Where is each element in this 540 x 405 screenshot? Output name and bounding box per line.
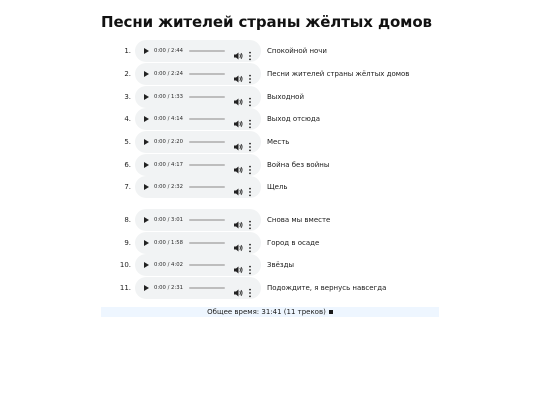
progress-slider[interactable] bbox=[189, 287, 225, 289]
volume-icon[interactable] bbox=[233, 92, 243, 102]
more-vertical-icon[interactable] bbox=[248, 137, 252, 147]
track-title: Снова мы вместе bbox=[267, 216, 331, 224]
more-vertical-icon[interactable] bbox=[248, 92, 252, 102]
track-row bbox=[101, 209, 439, 231]
track-number: 1. bbox=[124, 47, 131, 55]
track-row bbox=[101, 176, 439, 198]
play-icon[interactable] bbox=[144, 285, 149, 291]
audio-player[interactable] bbox=[135, 63, 261, 85]
progress-slider[interactable] bbox=[189, 186, 225, 188]
play-icon[interactable] bbox=[144, 71, 149, 77]
audio-player[interactable] bbox=[135, 254, 261, 276]
track-title: Песни жителей страны жёлтых домов bbox=[267, 70, 410, 78]
play-icon[interactable] bbox=[144, 116, 149, 122]
track-row bbox=[101, 254, 439, 276]
time-display: 0:00 / 1:33 bbox=[154, 94, 183, 100]
track-number: 7. bbox=[124, 183, 131, 191]
stop-icon[interactable] bbox=[329, 310, 333, 314]
volume-icon[interactable] bbox=[233, 160, 243, 170]
progress-slider[interactable] bbox=[189, 96, 225, 98]
progress-slider[interactable] bbox=[189, 73, 225, 75]
play-icon[interactable] bbox=[144, 262, 149, 268]
play-icon[interactable] bbox=[144, 139, 149, 145]
track-row bbox=[101, 86, 439, 108]
track-title: Спокойной ночи bbox=[267, 47, 327, 55]
more-vertical-icon[interactable] bbox=[248, 215, 252, 225]
track-number: 11. bbox=[119, 284, 131, 292]
track-row bbox=[101, 131, 439, 153]
progress-slider[interactable] bbox=[189, 242, 225, 244]
audio-player[interactable] bbox=[135, 40, 261, 62]
audio-player[interactable] bbox=[135, 209, 261, 231]
volume-icon[interactable] bbox=[233, 46, 243, 56]
volume-icon[interactable] bbox=[233, 283, 243, 293]
track-title: Подождите, я вернусь навсегда bbox=[267, 284, 387, 292]
play-icon[interactable] bbox=[144, 240, 149, 246]
time-display: 0:00 / 2:31 bbox=[154, 285, 183, 291]
audio-player[interactable] bbox=[135, 277, 261, 299]
more-vertical-icon[interactable] bbox=[248, 238, 252, 248]
volume-icon[interactable] bbox=[233, 114, 243, 124]
more-vertical-icon[interactable] bbox=[248, 182, 252, 192]
volume-icon[interactable] bbox=[233, 69, 243, 79]
time-display: 0:00 / 3:01 bbox=[154, 217, 183, 223]
more-vertical-icon[interactable] bbox=[248, 46, 252, 56]
track-number: 5. bbox=[124, 138, 131, 146]
more-vertical-icon[interactable] bbox=[248, 160, 252, 170]
track-number: 4. bbox=[124, 115, 131, 123]
track-row bbox=[101, 154, 439, 176]
total-time-label: Общее время: 31:41 (11 треков) bbox=[207, 308, 326, 316]
audio-player[interactable] bbox=[135, 154, 261, 176]
time-display: 0:00 / 2:20 bbox=[154, 139, 183, 145]
time-display: 0:00 / 2:32 bbox=[154, 184, 183, 190]
more-vertical-icon[interactable] bbox=[248, 114, 252, 124]
time-display: 0:00 / 2:44 bbox=[154, 48, 183, 54]
volume-icon[interactable] bbox=[233, 238, 243, 248]
play-icon[interactable] bbox=[144, 48, 149, 54]
time-display: 0:00 / 4:14 bbox=[154, 116, 183, 122]
track-number: 9. bbox=[124, 239, 131, 247]
track-number: 6. bbox=[124, 161, 131, 169]
play-icon[interactable] bbox=[144, 162, 149, 168]
track-title: Война без войны bbox=[267, 161, 330, 169]
audio-player[interactable] bbox=[135, 176, 261, 198]
progress-slider[interactable] bbox=[189, 264, 225, 266]
track-row bbox=[101, 277, 439, 299]
track-title: Звёзды bbox=[267, 261, 295, 269]
play-icon[interactable] bbox=[144, 184, 149, 190]
audio-player[interactable] bbox=[135, 86, 261, 108]
total-time-bar bbox=[101, 307, 439, 317]
play-icon[interactable] bbox=[144, 94, 149, 100]
progress-slider[interactable] bbox=[189, 164, 225, 166]
track-title: Город в осаде bbox=[267, 239, 320, 247]
time-display: 0:00 / 4:17 bbox=[154, 162, 183, 168]
track-title: Щель bbox=[267, 183, 288, 191]
more-vertical-icon[interactable] bbox=[248, 283, 252, 293]
more-vertical-icon[interactable] bbox=[248, 260, 252, 270]
track-number: 8. bbox=[124, 216, 131, 224]
track-title: Выходной bbox=[267, 93, 305, 101]
track-row bbox=[101, 232, 439, 254]
page-title: Песни жителей страны жёлтых домов bbox=[101, 13, 432, 31]
track-number: 10. bbox=[119, 261, 131, 269]
volume-icon[interactable] bbox=[233, 215, 243, 225]
track-title: Месть bbox=[267, 138, 290, 146]
volume-icon[interactable] bbox=[233, 137, 243, 147]
track-number: 2. bbox=[124, 70, 131, 78]
audio-player[interactable] bbox=[135, 108, 261, 130]
audio-player[interactable] bbox=[135, 232, 261, 254]
volume-icon[interactable] bbox=[233, 182, 243, 192]
track-title: Выход отсюда bbox=[267, 115, 321, 123]
more-vertical-icon[interactable] bbox=[248, 69, 252, 79]
time-display: 0:00 / 4:02 bbox=[154, 262, 183, 268]
progress-slider[interactable] bbox=[189, 219, 225, 221]
track-row bbox=[101, 63, 439, 85]
track-row bbox=[101, 108, 439, 130]
audio-player[interactable] bbox=[135, 131, 261, 153]
track-number: 3. bbox=[124, 93, 131, 101]
play-icon[interactable] bbox=[144, 217, 149, 223]
progress-slider[interactable] bbox=[189, 50, 225, 52]
progress-slider[interactable] bbox=[189, 141, 225, 143]
time-display: 0:00 / 2:24 bbox=[154, 71, 183, 77]
track-row bbox=[101, 40, 439, 62]
progress-slider[interactable] bbox=[189, 118, 225, 120]
time-display: 0:00 / 1:58 bbox=[154, 240, 183, 246]
volume-icon[interactable] bbox=[233, 260, 243, 270]
